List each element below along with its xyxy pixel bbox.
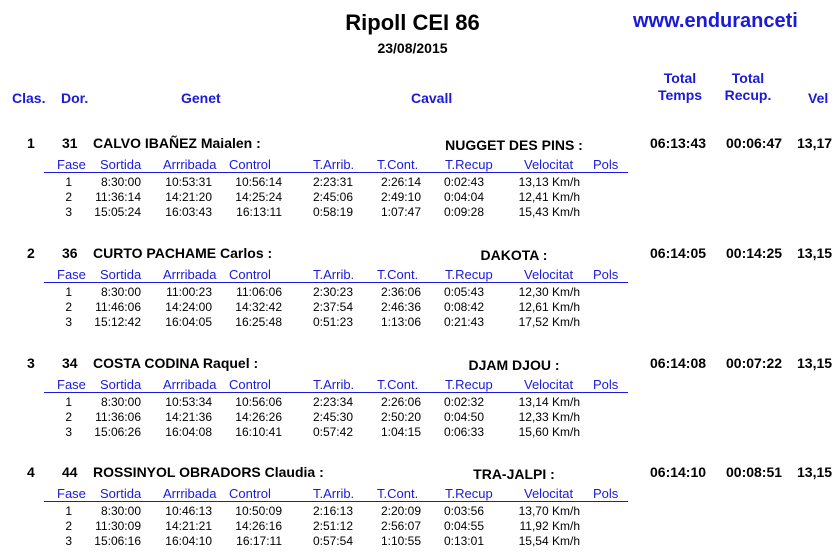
dorsal-value: 36 — [62, 245, 78, 261]
phase-cell: 2:50:20 — [380, 410, 421, 424]
event-date: 23/08/2015 — [377, 40, 448, 56]
phase-cell: 0:04:04 — [443, 190, 484, 204]
dorsal-value: 34 — [62, 355, 78, 371]
phase-cell: 16:13:11 — [236, 205, 282, 219]
phase-cell: 2:16:13 — [312, 504, 353, 518]
phase-cell: 1:07:47 — [380, 205, 421, 219]
horse-name: NUGGET DES PINS : — [445, 137, 583, 153]
horse-name: DJAM DJOU : — [468, 357, 560, 373]
horse-name: TRA-JALPI : — [473, 466, 555, 482]
phase-header-cell: T.Cont. — [377, 157, 419, 172]
total-temps-value: 06:14:08 — [650, 355, 707, 371]
phase-cell: 16:04:08 — [165, 425, 212, 439]
phase-cell: 2:45:30 — [312, 410, 353, 424]
phase-header-cell: T.Cont. — [377, 267, 419, 282]
phase-cell: 13,70 Km/h — [518, 504, 580, 518]
phase-cell: 0:02:43 — [443, 175, 484, 189]
phase-cell: 15,43 Km/h — [518, 205, 580, 219]
phase-header-cell: Pols — [593, 377, 619, 392]
phase-cell: 0:51:23 — [312, 315, 353, 329]
phase-cell: 14:21:20 — [165, 190, 212, 204]
phase-header-cell: T.Recup — [445, 157, 493, 172]
phase-header-cell: T.Arrib. — [313, 267, 355, 282]
phase-cell: 2 — [65, 410, 72, 424]
phase-cell: 3 — [65, 315, 72, 329]
phase-cell: 8:30:00 — [100, 395, 141, 409]
rider-name: COSTA CODINA Raquel : — [93, 355, 259, 371]
phase-cell: 0:09:28 — [443, 205, 484, 219]
phase-cell: 12,30 Km/h — [518, 285, 580, 299]
rider-name: CURTO PACHAME Carlos : — [93, 245, 273, 261]
phase-header-cell: Sortida — [100, 377, 142, 392]
phase-cell: 8:30:00 — [100, 504, 141, 518]
phase-cell: 12,33 Km/h — [518, 410, 580, 424]
phase-cell: 14:24:00 — [165, 300, 212, 314]
phase-cell: 1 — [65, 504, 72, 518]
phase-cell: 16:04:10 — [165, 534, 212, 548]
velocity-value: 13,15 — [797, 355, 833, 371]
phase-header-cell: T.Recup — [445, 377, 493, 392]
phase-cell: 3 — [65, 534, 72, 548]
col-total-recup: Total Recup. — [724, 70, 772, 103]
phase-cell: 12,41 Km/h — [518, 190, 580, 204]
phase-cell: 15:05:24 — [94, 205, 141, 219]
phase-cell: 11:00:23 — [166, 285, 212, 299]
phase-cell: 2:46:36 — [380, 300, 421, 314]
phase-header-cell: Control — [229, 486, 271, 501]
phase-cell: 8:30:00 — [100, 175, 141, 189]
phase-cell: 16:17:11 — [236, 534, 282, 548]
phase-cell: 11:36:14 — [95, 190, 141, 204]
phase-cell: 14:25:24 — [235, 190, 282, 204]
phase-header-cell: Velocitat — [524, 157, 574, 172]
phase-cell: 0:21:43 — [443, 315, 484, 329]
phase-header-cell: Fase — [57, 377, 86, 392]
clas-value: 4 — [27, 464, 35, 480]
phase-cell: 14:26:26 — [235, 410, 282, 424]
phase-cell: 2:23:34 — [312, 395, 353, 409]
phase-cell: 10:56:14 — [235, 175, 282, 189]
phase-header-cell: Arrribada — [163, 157, 217, 172]
total-recup-value: 00:08:51 — [726, 464, 783, 480]
clas-value: 2 — [27, 245, 35, 261]
phase-header-cell: Sortida — [100, 486, 142, 501]
col-clas: Clas. — [12, 90, 46, 106]
total-recup-value: 00:06:47 — [726, 135, 783, 151]
phase-header-cell: Arrribada — [163, 486, 217, 501]
phase-cell: 14:32:42 — [235, 300, 282, 314]
col-vel: Vel — [808, 90, 829, 106]
phase-header-cell: Sortida — [100, 157, 142, 172]
phase-cell: 15:06:16 — [94, 534, 141, 548]
phase-cell: 0:02:32 — [443, 395, 484, 409]
phase-cell: 2:30:23 — [312, 285, 353, 299]
phase-cell: 0:58:19 — [312, 205, 353, 219]
phase-cell: 16:04:05 — [165, 315, 212, 329]
velocity-value: 13,15 — [797, 464, 833, 480]
phase-header-cell: Velocitat — [524, 486, 574, 501]
phase-cell: 0:06:33 — [443, 425, 484, 439]
phase-header-cell: T.Arrib. — [313, 157, 355, 172]
phase-cell: 10:56:06 — [235, 395, 282, 409]
phase-cell: 2:56:07 — [380, 519, 421, 533]
phase-cell: 0:04:50 — [443, 410, 484, 424]
phase-cell: 1:13:06 — [380, 315, 421, 329]
velocity-value: 13,17 — [797, 135, 833, 151]
phase-header-cell: Velocitat — [524, 267, 574, 282]
phase-header-cell: Velocitat — [524, 377, 574, 392]
divider — [44, 501, 628, 502]
phase-cell: 2:51:12 — [312, 519, 353, 533]
clas-value: 1 — [27, 135, 35, 151]
col-genet: Genet — [181, 90, 221, 106]
phase-cell: 15:06:26 — [94, 425, 141, 439]
clas-value: 3 — [27, 355, 35, 371]
dorsal-value: 44 — [62, 464, 78, 480]
phase-cell: 11:36:06 — [95, 410, 141, 424]
phase-cell: 15,54 Km/h — [518, 534, 580, 548]
total-recup-value: 00:14:25 — [726, 245, 783, 261]
phase-cell: 0:57:54 — [312, 534, 353, 548]
col-total-temps: Total Temps — [657, 70, 703, 103]
phase-header-cell: Fase — [57, 157, 86, 172]
total-temps-value: 06:14:10 — [650, 464, 707, 480]
phase-cell: 10:53:34 — [165, 395, 212, 409]
phase-cell: 14:21:36 — [165, 410, 212, 424]
phase-cell: 16:10:41 — [235, 425, 282, 439]
phase-cell: 2:49:10 — [380, 190, 421, 204]
velocity-value: 13,15 — [797, 245, 833, 261]
phase-cell: 2:26:06 — [380, 395, 421, 409]
phase-cell: 1 — [65, 285, 72, 299]
phase-cell: 2:23:31 — [312, 175, 353, 189]
phase-header-cell: Arrribada — [163, 377, 217, 392]
phase-cell: 8:30:00 — [100, 285, 141, 299]
phase-cell: 11:30:09 — [95, 519, 141, 533]
phase-cell: 11:46:06 — [95, 300, 141, 314]
phase-header-cell: T.Arrib. — [313, 486, 355, 501]
phase-cell: 16:03:43 — [165, 205, 212, 219]
phase-cell: 2 — [65, 190, 72, 204]
phase-header-cell: Arrribada — [163, 267, 217, 282]
phase-header-cell: Control — [229, 267, 271, 282]
phase-cell: 1:10:55 — [380, 534, 421, 548]
divider — [44, 392, 628, 393]
divider — [44, 172, 628, 173]
phase-header-cell: T.Arrib. — [313, 377, 355, 392]
total-temps-value: 06:13:43 — [650, 135, 707, 151]
phase-cell: 14:21:21 — [165, 519, 212, 533]
phase-cell: 2:45:06 — [312, 190, 353, 204]
dorsal-value: 31 — [62, 135, 78, 151]
phase-cell: 1:04:15 — [380, 425, 421, 439]
phase-header-cell: T.Cont. — [377, 377, 419, 392]
phase-cell: 0:05:43 — [443, 285, 484, 299]
phase-cell: 3 — [65, 425, 72, 439]
phase-header-cell: Pols — [593, 267, 619, 282]
col-dor: Dor. — [61, 90, 89, 106]
phase-cell: 1 — [65, 395, 72, 409]
phase-header-cell: Control — [229, 377, 271, 392]
phase-cell: 0:03:56 — [443, 504, 484, 518]
phase-header-cell: T.Cont. — [377, 486, 419, 501]
phase-cell: 10:50:09 — [235, 504, 282, 518]
phase-cell: 11,92 Km/h — [519, 519, 580, 533]
phase-header-cell: Fase — [57, 267, 86, 282]
phase-cell: 2:36:06 — [380, 285, 421, 299]
phase-cell: 2:20:09 — [380, 504, 421, 518]
phase-cell: 2:26:14 — [380, 175, 421, 189]
phase-cell: 13,14 Km/h — [518, 395, 580, 409]
website-link[interactable]: www.enduranceti — [633, 10, 798, 32]
phase-cell: 0:57:42 — [312, 425, 353, 439]
phase-cell: 11:06:06 — [236, 285, 282, 299]
phase-cell: 16:25:48 — [235, 315, 282, 329]
phase-cell: 0:08:42 — [443, 300, 484, 314]
phase-cell: 10:46:13 — [165, 504, 212, 518]
phase-cell: 10:53:31 — [165, 175, 212, 189]
total-recup-value: 00:07:22 — [726, 355, 783, 371]
phase-cell: 14:26:16 — [235, 519, 282, 533]
rider-name: ROSSINYOL OBRADORS Claudia : — [93, 464, 324, 480]
rider-name: CALVO IBAÑEZ Maialen : — [93, 135, 261, 151]
phase-cell: 13,13 Km/h — [518, 175, 580, 189]
total-temps-value: 06:14:05 — [650, 245, 707, 261]
phase-cell: 0:04:55 — [443, 519, 484, 533]
phase-header-cell: Pols — [593, 157, 619, 172]
phase-cell: 2 — [65, 519, 72, 533]
phase-header-cell: Fase — [57, 486, 86, 501]
phase-header-cell: Control — [229, 157, 271, 172]
phase-header-cell: T.Recup — [445, 486, 493, 501]
phase-cell: 2:37:54 — [312, 300, 353, 314]
phase-cell: 2 — [65, 300, 72, 314]
phase-cell: 15:12:42 — [94, 315, 141, 329]
col-cavall: Cavall — [411, 90, 453, 106]
horse-name: DAKOTA : — [480, 247, 548, 263]
phase-header-cell: Pols — [593, 486, 619, 501]
phase-cell: 12,61 Km/h — [518, 300, 580, 314]
phase-cell: 1 — [65, 175, 72, 189]
phase-header-cell: T.Recup — [445, 267, 493, 282]
phase-cell: 17,52 Km/h — [518, 315, 580, 329]
phase-cell: 15,60 Km/h — [518, 425, 580, 439]
phase-cell: 0:13:01 — [443, 534, 484, 548]
phase-cell: 3 — [65, 205, 72, 219]
phase-header-cell: Sortida — [100, 267, 142, 282]
divider — [44, 282, 628, 283]
page-title: Ripoll CEI 86 — [345, 10, 480, 35]
